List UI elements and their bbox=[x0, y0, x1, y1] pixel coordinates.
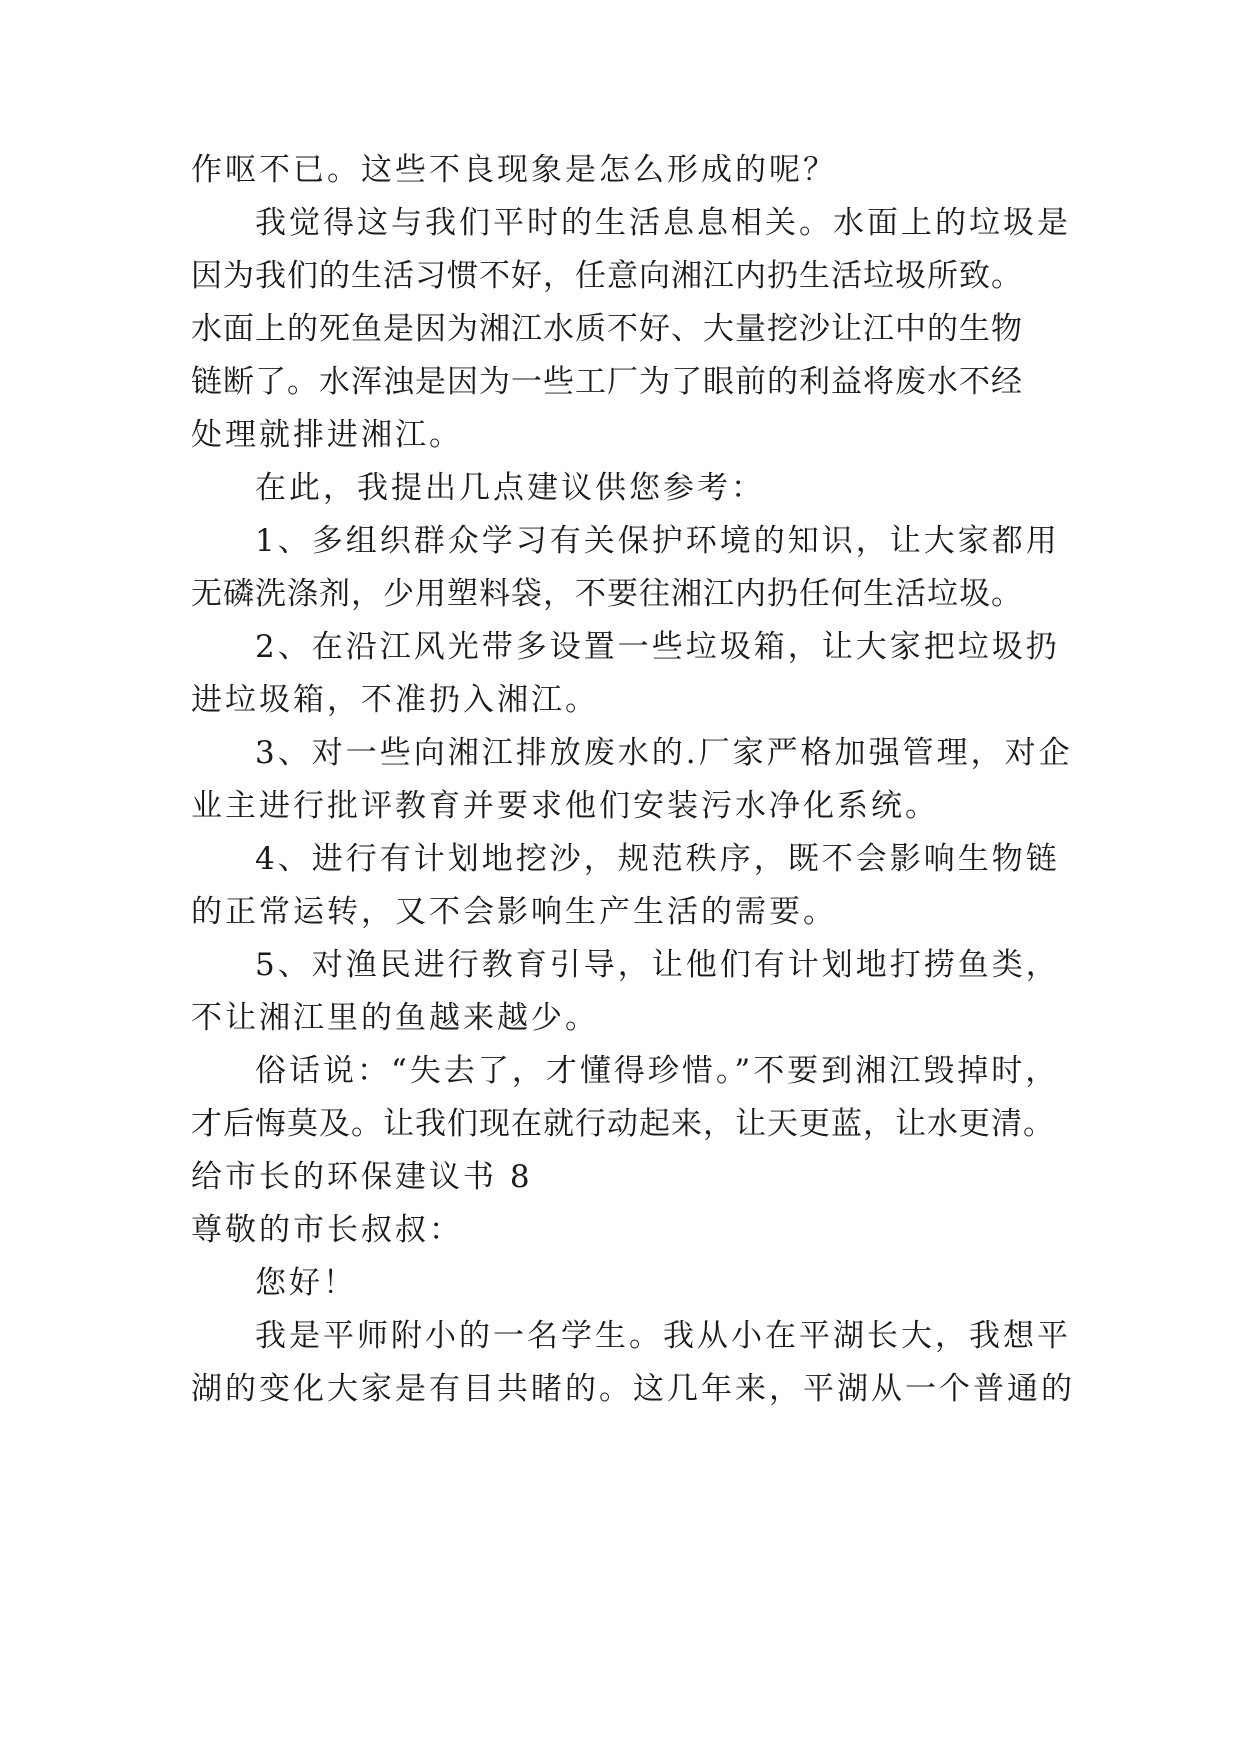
paragraph-line: 处理就排进湘江。 bbox=[191, 417, 463, 453]
paragraph-line: 俗话说：“失去了，才懂得珍惜。”不要到湘江毁掉时， bbox=[255, 1053, 1060, 1089]
paragraph-line: 链断了。水浑浊是因为一些工厂为了眼前的利益将废水不经 bbox=[191, 364, 1023, 400]
paragraph-line: 水面上的死鱼是因为湘江水质不好、大量挖沙让江中的生物 bbox=[191, 311, 1023, 347]
paragraph-line: 在此，我提出几点建议供您参考： bbox=[255, 470, 765, 506]
list-item-line: 无磷洗涤剂，少用塑料袋，不要往湘江内扔任何生活垃圾。 bbox=[191, 576, 1023, 612]
list-item-line: 业主进行批评教育并要求他们安装污水净化系统。 bbox=[191, 788, 939, 824]
list-item-line: 的正常运转，又不会影响生产生活的需要。 bbox=[191, 894, 837, 930]
paragraph-line: 我觉得这与我们平时的生活息息相关。水面上的垃圾是 bbox=[255, 205, 1071, 241]
list-item-line: 1、多组织群众学习有关保护环境的知识，让大家都用 bbox=[255, 523, 1060, 559]
section-title: 给市长的环保建议书 8 bbox=[191, 1159, 533, 1195]
paragraph-line: 湖的变化大家是有目共睹的。这几年来，平湖从一个普通的 bbox=[191, 1371, 1075, 1407]
paragraph-line: 作呕不已。这些不良现象是怎么形成的呢？ bbox=[191, 152, 837, 188]
paragraph-line: 才后悔莫及。让我们现在就行动起来，让天更蓝，让水更清。 bbox=[191, 1106, 1055, 1142]
list-item-line: 4、进行有计划地挖沙，规范秩序，既不会影响生物链 bbox=[255, 841, 1060, 877]
list-item-line: 2、在沿江风光带多设置一些垃圾箱，让大家把垃圾扔 bbox=[255, 629, 1060, 665]
paragraph-line: 因为我们的生活习惯不好，任意向湘江内扔生活垃圾所致。 bbox=[191, 258, 1023, 294]
list-item-line: 进垃圾箱，不准扔入湘江。 bbox=[191, 682, 599, 718]
greeting: 您好！ bbox=[255, 1265, 357, 1301]
list-item-line: 3、对一些向湘江排放废水的.厂家严格加强管理，对企 bbox=[255, 735, 1073, 771]
paragraph-line: 我是平师附小的一名学生。我从小在平湖长大，我想平 bbox=[255, 1318, 1071, 1354]
list-item-line: 不让湘江里的鱼越来越少。 bbox=[191, 1000, 599, 1036]
salutation: 尊敬的市长叔叔： bbox=[191, 1212, 463, 1248]
list-item-line: 5、对渔民进行教育引导，让他们有计划地打捞鱼类， bbox=[255, 947, 1060, 983]
